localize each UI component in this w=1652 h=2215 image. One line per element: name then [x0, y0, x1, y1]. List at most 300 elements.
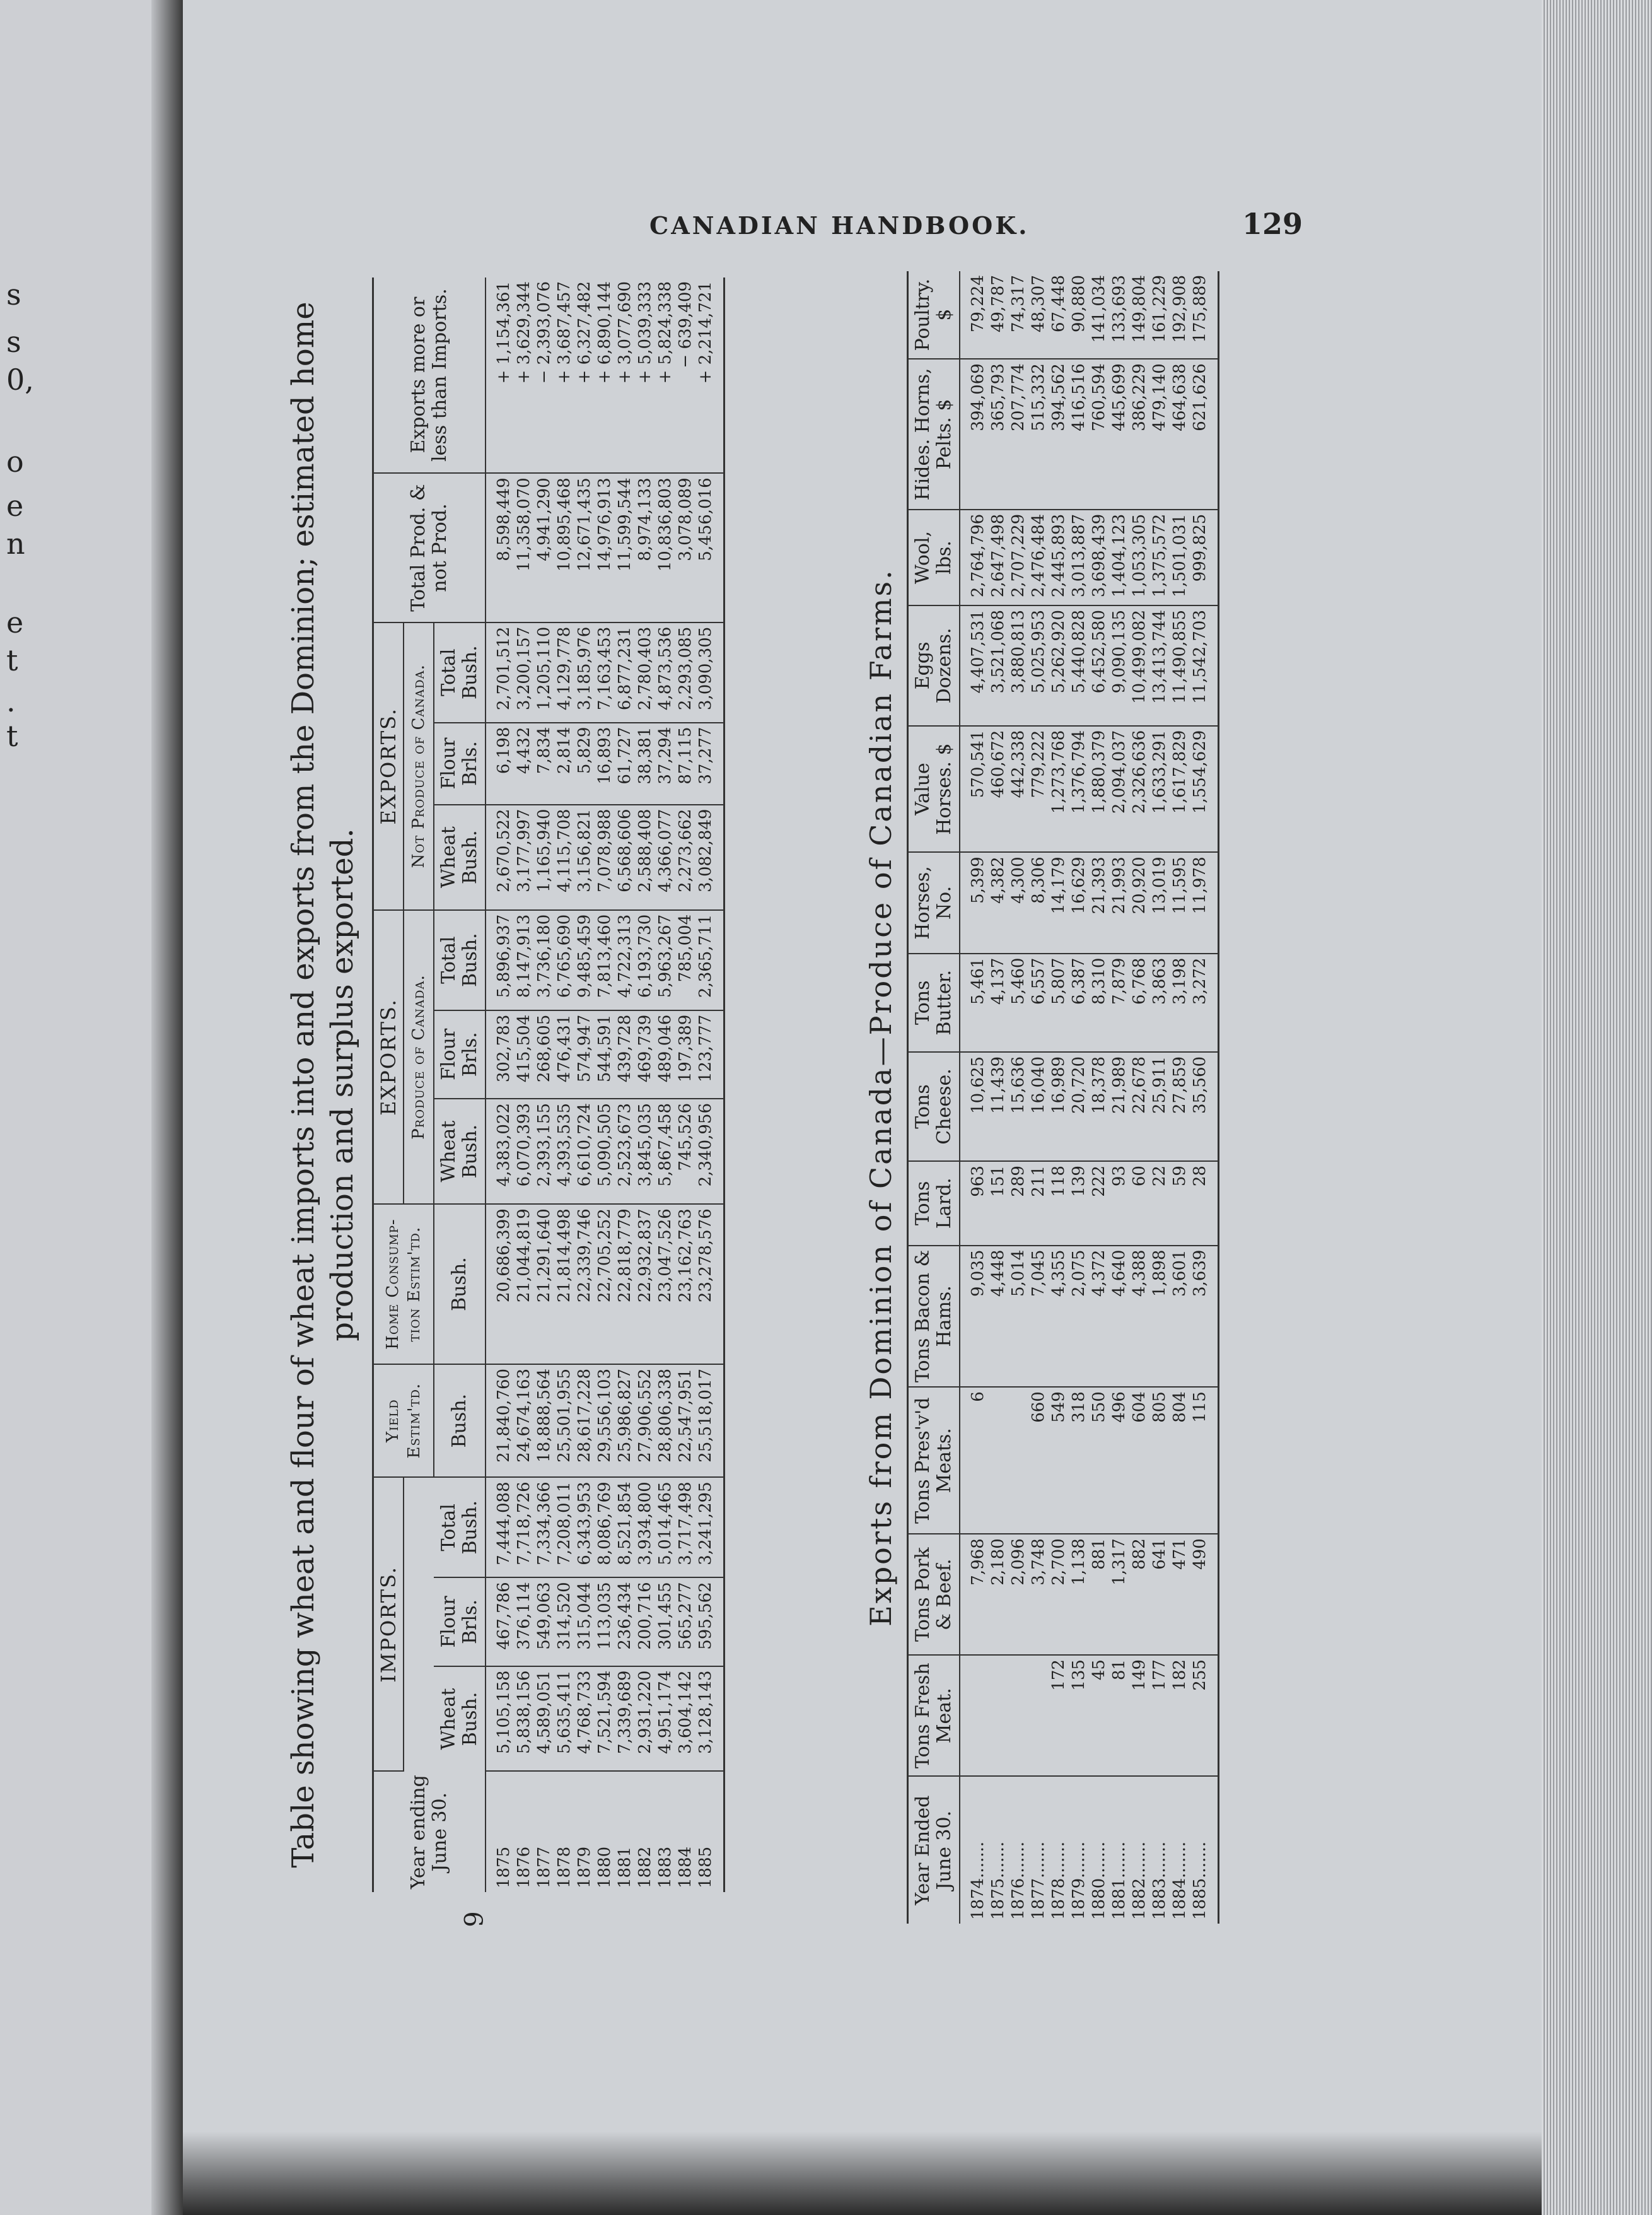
table-cell: 1,404,123 — [1109, 510, 1129, 605]
table-cell: 8,306 — [1028, 852, 1049, 953]
table-cell: 1883....... — [1150, 1841, 1169, 1920]
table-cell: 1,554,629 — [1190, 726, 1219, 853]
table-cell: 490 — [1190, 1534, 1219, 1655]
table-cell: 5,867,458 — [655, 1099, 675, 1204]
wheat-table-section — [284, 278, 725, 1892]
table-cell: 5,105,158 — [486, 1666, 514, 1772]
table-cell: 48,307 — [1028, 271, 1049, 359]
table-cell: 172 — [1049, 1655, 1069, 1776]
table-cell: 118 — [1049, 1161, 1069, 1246]
table-cell: 5,838,156 — [514, 1666, 534, 1772]
table-cell: 1,165,940 — [534, 805, 554, 910]
table-cell: 14,976,913 — [595, 473, 615, 622]
farm-exports-table — [907, 271, 1219, 1924]
table-cell: 28,806,338 — [655, 1364, 675, 1477]
table-cell: 1874....... — [969, 1841, 987, 1920]
table-cell: 3,177,997 — [514, 805, 534, 910]
table-cell: 565,277 — [675, 1577, 695, 1666]
col-header-notprod-total: Total Bush. — [434, 622, 486, 723]
table-cell: 3,272 — [1190, 954, 1219, 1052]
table-cell: 5,461 — [960, 954, 988, 1052]
table-cell: 621,626 — [1190, 359, 1219, 510]
table-cell: 445,699 — [1109, 359, 1129, 510]
col-header-imports-wheat: Wheat Bush. — [434, 1666, 486, 1772]
table-cell: 211 — [1028, 1161, 1049, 1246]
table-cell: 14,179 — [1049, 852, 1069, 953]
col-header: Poultry. $ — [908, 271, 960, 359]
table-cell: 11,599,544 — [615, 473, 635, 622]
table-cell: 2,476,484 — [1028, 510, 1049, 605]
table-cell: 3,934,800 — [635, 1477, 655, 1577]
table-cell: 3,601 — [1170, 1246, 1190, 1388]
subheader-not-produce-of-canada: Not Produce of Canada. — [404, 622, 434, 910]
table-cell: 7,339,689 — [615, 1666, 635, 1772]
table-cell: 22,818,779 — [615, 1204, 635, 1364]
table-cell: 11,490,855 — [1170, 605, 1190, 726]
table-cell: 5,896,937 — [486, 910, 514, 1010]
table-row — [1190, 271, 1219, 1924]
table-row — [1069, 271, 1089, 1924]
table-cell: 4,407,531 — [960, 605, 988, 726]
table-cell: 149,804 — [1129, 271, 1149, 359]
table-row — [574, 278, 595, 1892]
table-cell: 9,485,459 — [574, 910, 595, 1010]
table-cell: 804 — [1170, 1387, 1190, 1534]
table-cell: 1878....... — [1049, 1841, 1068, 1920]
table-row — [1049, 271, 1069, 1924]
table-cell: 2,764,796 — [960, 510, 988, 605]
table-cell: 1877....... — [1029, 1841, 1048, 1920]
table-cell: 28,617,228 — [574, 1364, 595, 1477]
table-cell: 1,501,031 — [1170, 510, 1190, 605]
table-cell: 3,156,821 — [574, 805, 595, 910]
table-cell: 20,686,399 — [486, 1204, 514, 1364]
table-cell: 550 — [1089, 1387, 1109, 1534]
table-cell: 28 — [1190, 1161, 1219, 1246]
table-cell: 7,879 — [1109, 954, 1129, 1052]
table-cell: 10,836,803 — [655, 473, 675, 622]
table-cell: 29,556,103 — [595, 1364, 615, 1477]
table-cell: 7,208,011 — [554, 1477, 574, 1577]
table-cell: 3,082,849 — [695, 805, 724, 910]
table-cell: 476,431 — [554, 1010, 574, 1099]
col-header: Hides. Horns, Pelts. $ — [908, 359, 960, 510]
table-cell: 161,229 — [1149, 271, 1170, 359]
table-cell: 5,014 — [1008, 1246, 1028, 1388]
wheat-table-body — [486, 278, 724, 1892]
table-cell: 365,793 — [988, 359, 1008, 510]
table-cell: 1875 — [494, 1846, 513, 1888]
table-cell: 27,859 — [1170, 1052, 1190, 1161]
table-cell: 7,334,366 — [534, 1477, 554, 1577]
page-bottom-shadow — [183, 2132, 1542, 2215]
table-cell: 1876 — [515, 1846, 533, 1888]
table-cell: − 2,393,076 — [534, 278, 554, 473]
col-header: Eggs Dozens. — [908, 605, 960, 726]
table-cell: 1,273,768 — [1049, 726, 1069, 853]
table-cell: 315,044 — [574, 1577, 595, 1666]
table-cell: 1,880,379 — [1089, 726, 1109, 853]
table-cell: 59 — [1170, 1161, 1190, 1246]
table-cell: 3,880,813 — [1008, 605, 1028, 726]
table-cell: 268,605 — [534, 1010, 554, 1099]
table-cell: 6,610,724 — [574, 1099, 595, 1204]
table-cell: 2,814 — [554, 723, 574, 805]
table-cell: 3,090,305 — [695, 622, 724, 723]
table-cell: 11,542,703 — [1190, 605, 1219, 726]
table-cell: + 5,039,333 — [635, 278, 655, 473]
table-cell: + 1,154,361 — [486, 278, 514, 473]
table-cell: 81 — [1109, 1655, 1129, 1776]
table-cell: 660 — [1028, 1387, 1049, 1534]
table-cell: 2,588,408 — [635, 805, 655, 910]
farm-exports-table-body — [960, 271, 1219, 1924]
table-cell: 151 — [988, 1161, 1008, 1246]
table-cell: 182 — [1170, 1655, 1190, 1776]
table-cell: 6,452,580 — [1089, 605, 1109, 726]
table-row — [988, 271, 1008, 1924]
table-cell: 467,786 — [486, 1577, 514, 1666]
table-cell: 4,115,708 — [554, 805, 574, 910]
table-cell: 6,198 — [486, 723, 514, 805]
table-cell: 2,273,662 — [675, 805, 695, 910]
table-cell: 1,375,572 — [1149, 510, 1170, 605]
table-row — [1028, 271, 1049, 1924]
table-cell: 13,019 — [1149, 852, 1170, 953]
table-cell: 79,224 — [960, 271, 988, 359]
table-cell: 1884 — [676, 1846, 695, 1888]
table-cell: 4,382 — [988, 852, 1008, 953]
table-cell: 3,845,035 — [635, 1099, 655, 1204]
table-cell: 3,717,498 — [675, 1477, 695, 1577]
table-cell: 6 — [960, 1387, 988, 1534]
wheat-table-caption: Table showing wheat and flour of wheat imports into and exports from the Dominion; estimated home production and surplus exported. — [286, 301, 360, 1868]
table-cell: 2,340,956 — [695, 1099, 724, 1204]
table-cell: 16,893 — [595, 723, 615, 805]
table-cell: + 3,629,344 — [514, 278, 534, 473]
table-cell: 544,591 — [595, 1010, 615, 1099]
table-cell: 1885 — [696, 1846, 715, 1888]
table-cell: 23,162,763 — [675, 1204, 695, 1364]
table-cell: 87,115 — [675, 723, 695, 805]
table-cell: 133,693 — [1109, 271, 1129, 359]
table-cell: 2,393,155 — [534, 1099, 554, 1204]
table-cell: 10,895,468 — [554, 473, 574, 622]
table-cell: 1880....... — [1090, 1841, 1108, 1920]
table-cell: 471 — [1170, 1534, 1190, 1655]
table-row — [695, 278, 724, 1892]
table-cell: 200,716 — [635, 1577, 655, 1666]
left-page-fragment: e — [6, 489, 24, 523]
table-cell: 1875....... — [989, 1841, 1008, 1920]
farm-exports-caption: Exports from Dominion of Canada—Produce of Canadian Farms. — [864, 568, 898, 1627]
table-row — [1149, 271, 1170, 1924]
table-cell — [960, 1655, 988, 1776]
table-cell: 469,739 — [635, 1010, 655, 1099]
table-cell: 1,617,829 — [1170, 726, 1190, 853]
table-cell: 439,728 — [615, 1010, 635, 1099]
table-cell: 21,393 — [1089, 852, 1109, 953]
table-cell: 22 — [1149, 1161, 1170, 1246]
table-cell: 460,672 — [988, 726, 1008, 853]
col-header: Horses, No. — [908, 852, 960, 953]
table-cell: 1,053,305 — [1129, 510, 1149, 605]
table-row — [514, 278, 534, 1892]
table-cell: 5,399 — [960, 852, 988, 953]
table-cell: 16,040 — [1028, 1052, 1049, 1161]
table-cell: 2,780,403 — [635, 622, 655, 723]
table-cell: 7,521,594 — [595, 1666, 615, 1772]
table-row — [486, 278, 514, 1892]
table-cell: 16,989 — [1049, 1052, 1069, 1161]
left-page-fragment: 0, — [6, 363, 34, 397]
col-header: Tons Lard. — [908, 1161, 960, 1246]
table-cell: 207,774 — [1008, 359, 1028, 510]
table-cell: 27,906,552 — [635, 1364, 655, 1477]
col-header-exp-flour: Flour Brls. — [434, 1010, 486, 1099]
table-cell: 60 — [1129, 1161, 1149, 1246]
table-cell: 45 — [1089, 1655, 1109, 1776]
table-row — [1109, 271, 1129, 1924]
table-cell: 21,840,760 — [486, 1364, 514, 1477]
table-cell: 2,445,893 — [1049, 510, 1069, 605]
table-cell: 18,888,564 — [534, 1364, 554, 1477]
table-cell: 22,678 — [1129, 1052, 1149, 1161]
table-cell: 760,594 — [1089, 359, 1109, 510]
table-cell: 4,383,022 — [486, 1099, 514, 1204]
table-cell: 2,180 — [988, 1534, 1008, 1655]
table-cell: 3,200,157 — [514, 622, 534, 723]
table-cell: 23,278,576 — [695, 1204, 724, 1364]
table-cell: + 6,890,144 — [595, 278, 615, 473]
table-cell: 5,440,828 — [1069, 605, 1089, 726]
table-cell: 394,069 — [960, 359, 988, 510]
page-number: 129 — [1242, 207, 1303, 241]
table-cell: 1,205,110 — [534, 622, 554, 723]
wheat-table — [372, 278, 725, 1892]
table-cell: 135 — [1069, 1655, 1089, 1776]
left-page-fragment: s — [6, 278, 21, 312]
table-cell: 6,070,393 — [514, 1099, 534, 1204]
table-cell: 25,911 — [1149, 1052, 1170, 1161]
table-cell: 2,707,229 — [1008, 510, 1028, 605]
table-cell: 67,448 — [1049, 271, 1069, 359]
col-header-exp-wheat: Wheat Bush. — [434, 1099, 486, 1204]
table-cell: + 6,327,482 — [574, 278, 595, 473]
table-cell: 13,413,744 — [1149, 605, 1170, 726]
table-cell: 4,951,174 — [655, 1666, 675, 1772]
table-cell: 20,920 — [1129, 852, 1149, 953]
table-cell: 6,343,953 — [574, 1477, 595, 1577]
table-cell: 549 — [1049, 1387, 1069, 1534]
table-cell: 1877 — [535, 1846, 554, 1888]
table-cell: 464,638 — [1170, 359, 1190, 510]
table-cell: 11,595 — [1170, 852, 1190, 953]
table-cell: 7,813,460 — [595, 910, 615, 1010]
table-cell: 25,986,827 — [615, 1364, 635, 1477]
table-cell: 1883 — [656, 1846, 675, 1888]
table-cell: 3,863 — [1149, 954, 1170, 1052]
table-cell: 2,293,085 — [675, 622, 695, 723]
table-cell: 24,674,163 — [514, 1364, 534, 1477]
table-cell: 115 — [1190, 1387, 1219, 1534]
col-header-exports-vs-imports: Exports more or less than Imports. — [373, 278, 486, 473]
table-cell: 301,455 — [655, 1577, 675, 1666]
page-stack-edges — [1542, 0, 1652, 2215]
table-cell: 4,448 — [988, 1246, 1008, 1388]
table-cell — [988, 1387, 1008, 1534]
table-cell: 3,198 — [1170, 954, 1190, 1052]
table-cell: 3,604,142 — [675, 1666, 695, 1772]
table-cell: 1885....... — [1190, 1841, 1209, 1920]
table-cell: 11,439 — [988, 1052, 1008, 1161]
table-cell: 6,568,606 — [615, 805, 635, 910]
col-header: Tons Fresh Meat. — [908, 1655, 960, 1776]
col-header: Year Ended June 30. — [908, 1776, 960, 1924]
table-cell: 3,185,976 — [574, 622, 595, 723]
table-cell: 22,339,746 — [574, 1204, 595, 1364]
table-cell: 23,047,526 — [655, 1204, 675, 1364]
table-cell: 1876....... — [1009, 1841, 1028, 1920]
table-cell: 4,355 — [1049, 1246, 1069, 1388]
table-cell: 2,670,522 — [486, 805, 514, 910]
table-cell: 74,317 — [1008, 271, 1028, 359]
table-cell: 1882 — [636, 1846, 654, 1888]
table-cell: 113,035 — [595, 1577, 615, 1666]
left-page-fragment: n — [6, 527, 25, 561]
left-page-fragment: o — [6, 445, 24, 479]
table-cell: 8,086,769 — [595, 1477, 615, 1577]
table-cell: 8,598,449 — [486, 473, 514, 622]
table-cell: 386,229 — [1129, 359, 1149, 510]
table-cell: 123,777 — [695, 1010, 724, 1099]
subheader-produce-of-canada: Produce of Canada. — [404, 910, 434, 1204]
table-cell: 1,376,794 — [1069, 726, 1089, 853]
table-cell: 4,393,535 — [554, 1099, 574, 1204]
table-cell: 641 — [1149, 1534, 1170, 1655]
table-cell: 15,636 — [1008, 1052, 1028, 1161]
table-cell: 22,547,951 — [675, 1364, 695, 1477]
col-header-total: Total Prod. & not Prod. — [373, 473, 486, 622]
table-cell: 177 — [1149, 1655, 1170, 1776]
group-header-yield: Yield Estim'td. — [373, 1364, 434, 1477]
table-cell: 805 — [1149, 1387, 1170, 1534]
table-row — [615, 278, 635, 1892]
table-cell: 5,262,920 — [1049, 605, 1069, 726]
table-cell: 3,639 — [1190, 1246, 1219, 1388]
table-cell: 2,094,037 — [1109, 726, 1129, 853]
table-cell: 6,765,690 — [554, 910, 574, 1010]
table-cell: 197,389 — [675, 1010, 695, 1099]
table-cell: 9,035 — [960, 1246, 988, 1388]
table-cell: 3,013,887 — [1069, 510, 1089, 605]
table-cell: 570,541 — [960, 726, 988, 853]
table-cell: 25,518,017 — [695, 1364, 724, 1477]
table-cell: 38,381 — [635, 723, 655, 805]
table-cell: 314,520 — [554, 1577, 574, 1666]
table-cell: 22,705,252 — [595, 1204, 615, 1364]
table-cell: 4,873,536 — [655, 622, 675, 723]
table-row — [655, 278, 675, 1892]
table-cell: 192,908 — [1170, 271, 1190, 359]
table-cell — [988, 1655, 1008, 1776]
table-cell: − 639,409 — [675, 278, 695, 473]
table-cell: 442,338 — [1008, 726, 1028, 853]
table-cell — [1008, 1655, 1028, 1776]
table-cell: 8,521,854 — [615, 1477, 635, 1577]
table-cell: 745,526 — [675, 1099, 695, 1204]
table-cell: 4,640 — [1109, 1246, 1129, 1388]
table-cell: 4,388 — [1129, 1246, 1149, 1388]
col-header: Tons Bacon & Hams. — [908, 1246, 960, 1388]
table-cell: 7,163,453 — [595, 622, 615, 723]
table-cell: 21,044,819 — [514, 1204, 534, 1364]
col-header-yield-bush: Bush. — [434, 1364, 486, 1477]
table-cell: 302,783 — [486, 1010, 514, 1099]
table-cell: 16,629 — [1069, 852, 1089, 953]
left-page-fragment: t — [6, 719, 18, 753]
table-cell: 8,310 — [1089, 954, 1109, 1052]
table-cell: 881 — [1089, 1534, 1109, 1655]
table-cell: 779,222 — [1028, 726, 1049, 853]
table-cell: 2,701,512 — [486, 622, 514, 723]
table-cell: 12,671,435 — [574, 473, 595, 622]
farm-exports-header-row — [908, 271, 960, 1924]
table-cell: 1882....... — [1130, 1841, 1149, 1920]
table-cell: 5,460 — [1008, 954, 1028, 1052]
table-cell: 222 — [1089, 1161, 1109, 1246]
table-cell: 6,557 — [1028, 954, 1049, 1052]
table-cell: 37,277 — [695, 723, 724, 805]
table-cell: 3,748 — [1028, 1534, 1049, 1655]
table-cell: 496 — [1109, 1387, 1129, 1534]
table-cell: + 5,824,338 — [655, 278, 675, 473]
table-cell: 2,365,711 — [695, 910, 724, 1010]
table-cell: 11,358,070 — [514, 473, 534, 622]
table-cell: 6,387 — [1069, 954, 1089, 1052]
table-cell: 7,718,726 — [514, 1477, 534, 1577]
table-cell: 35,560 — [1190, 1052, 1219, 1161]
left-page-fragment: . — [6, 684, 16, 718]
left-page-fragment: t — [6, 643, 18, 677]
table-cell: 7,045 — [1028, 1246, 1049, 1388]
table-cell: 1880 — [595, 1846, 614, 1888]
table-cell — [1008, 1387, 1028, 1534]
table-row — [595, 278, 615, 1892]
table-row — [675, 278, 695, 1892]
table-cell: 2,700 — [1049, 1534, 1069, 1655]
table-cell: 4,137 — [988, 954, 1008, 1052]
table-cell: 318 — [1069, 1387, 1089, 1534]
table-cell: 21,814,498 — [554, 1204, 574, 1364]
table-cell: 5,025,953 — [1028, 605, 1049, 726]
table-cell: 7,834 — [534, 723, 554, 805]
left-page-fragment: e — [6, 605, 24, 640]
table-cell: 5,963,267 — [655, 910, 675, 1010]
table-cell: 3,241,295 — [695, 1477, 724, 1577]
table-cell: 2,075 — [1069, 1246, 1089, 1388]
table-cell: 5,807 — [1049, 954, 1069, 1052]
col-header-notprod-wheat: Wheat Bush. — [434, 805, 486, 910]
table-cell: 2,326,636 — [1129, 726, 1149, 853]
group-header-exports-produce: EXPORTS. — [373, 910, 404, 1204]
table-cell: 5,090,505 — [595, 1099, 615, 1204]
table-cell — [1028, 1655, 1049, 1776]
table-cell: 1884....... — [1170, 1841, 1189, 1920]
table-cell: 1,317 — [1109, 1534, 1129, 1655]
table-cell: 604 — [1129, 1387, 1149, 1534]
col-header-notprod-flour: Flour Brls. — [434, 723, 486, 805]
